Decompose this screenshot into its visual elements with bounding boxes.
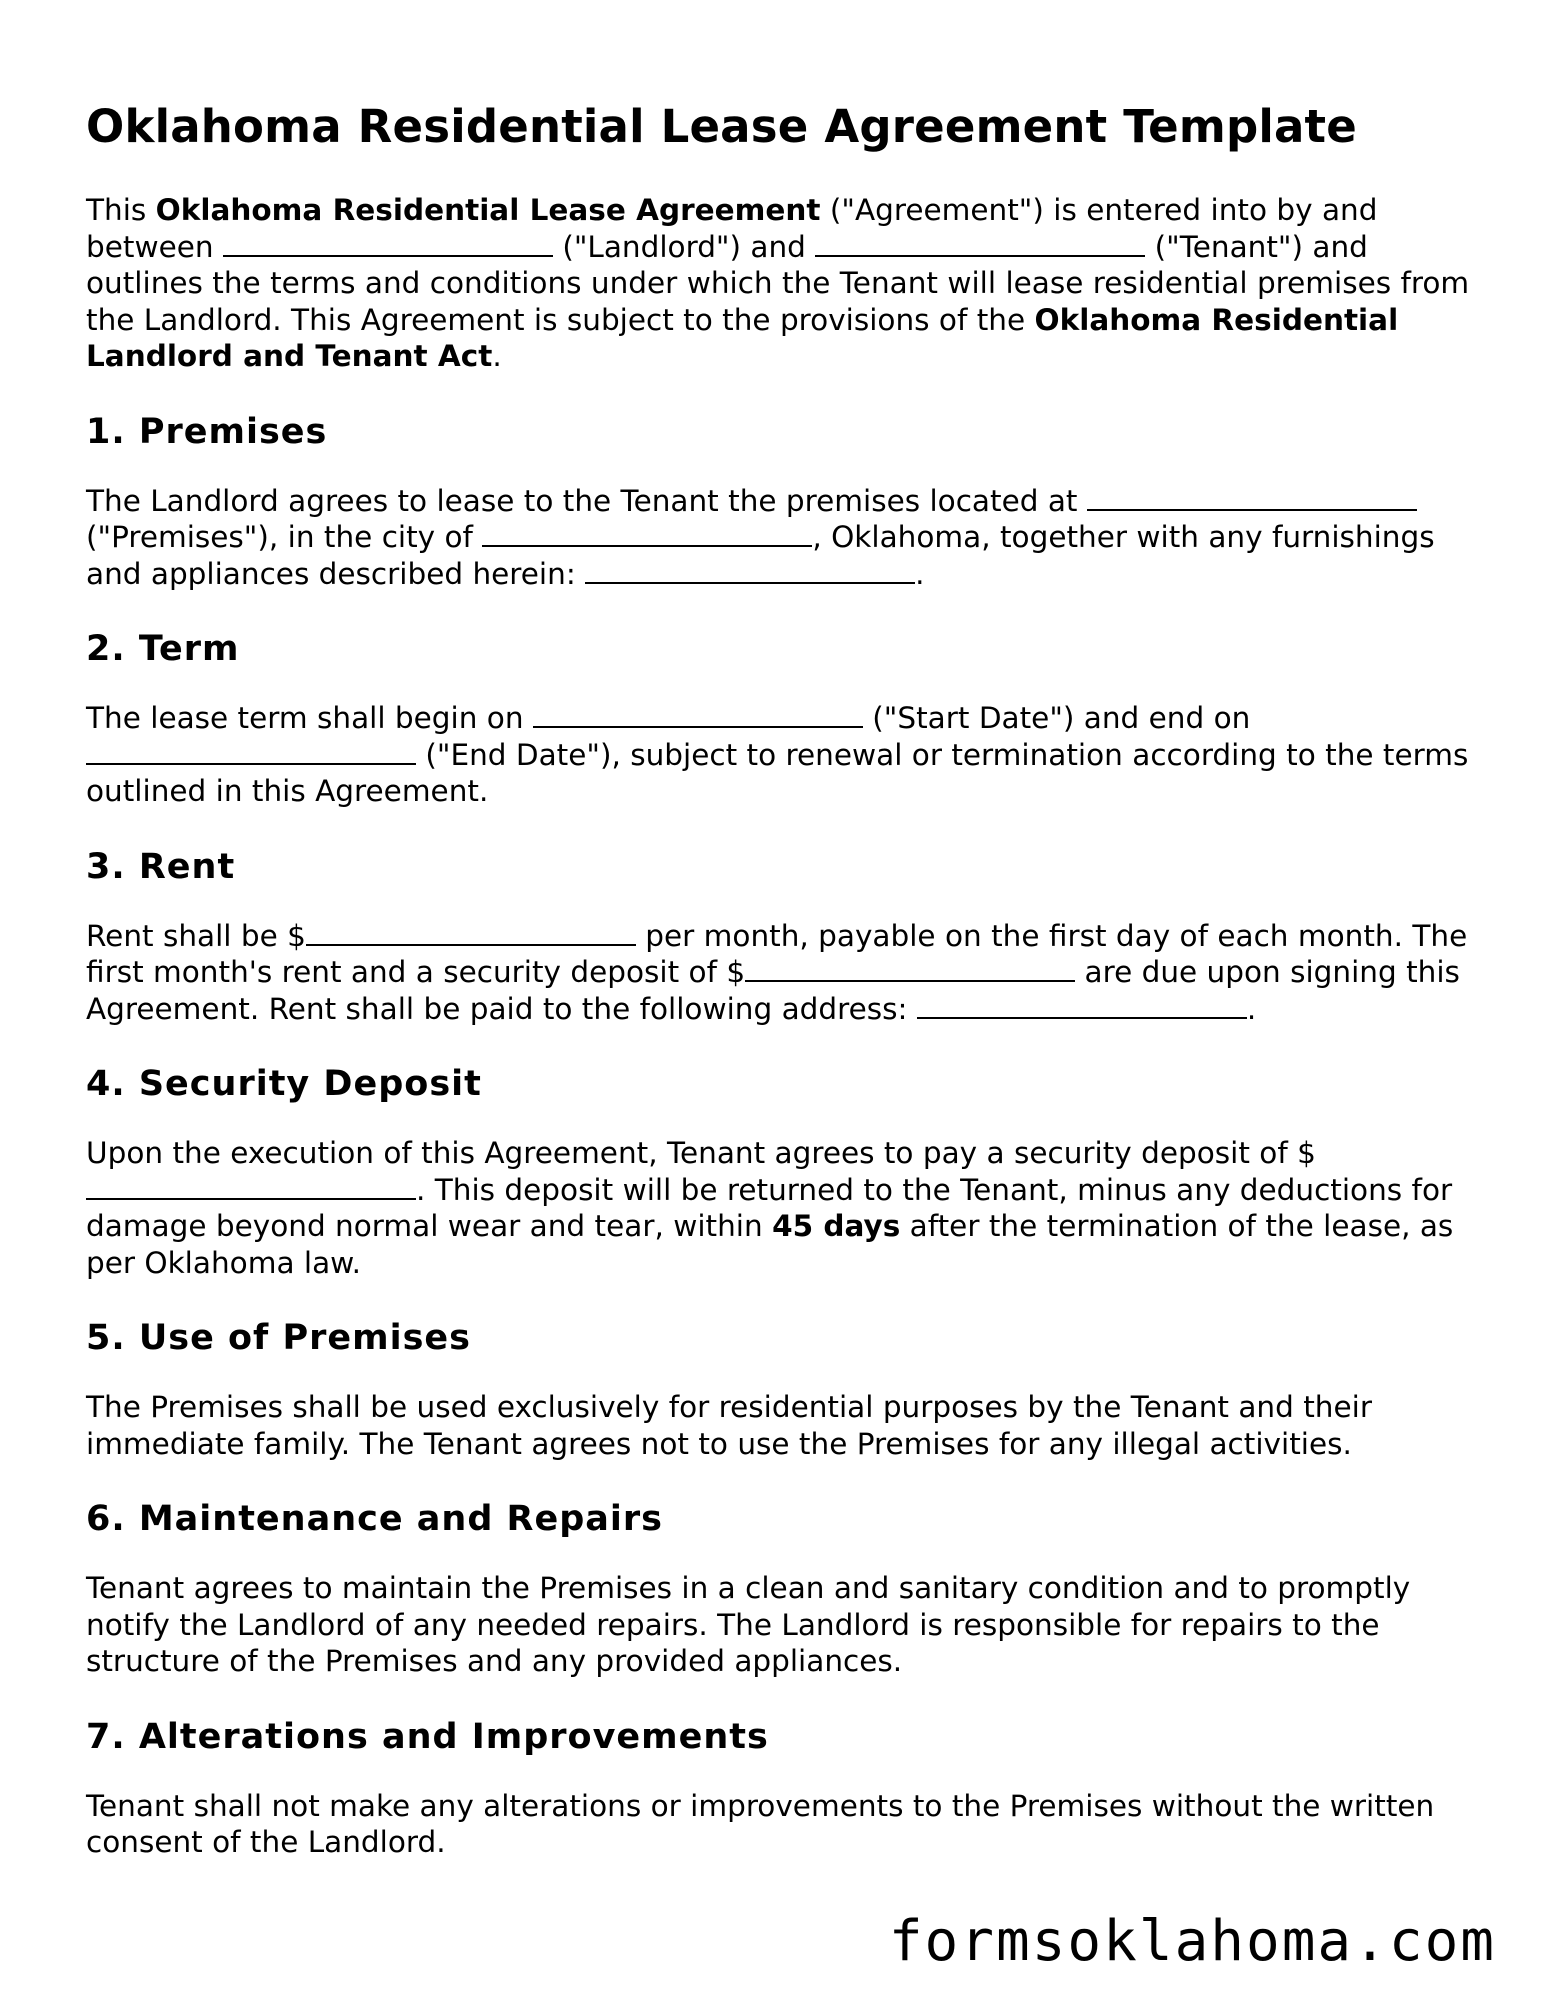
start-date-blank[interactable] xyxy=(533,702,863,728)
section-heading-use: 5. Use of Premises xyxy=(86,1318,471,1358)
section-heading-rent: 3. Rent xyxy=(86,846,236,887)
end-date-blank[interactable] xyxy=(86,739,416,765)
section-text-alterations: Tenant shall not make any alterations or improvements to the Premises without the written consent of the Landlord. xyxy=(86,1788,1435,1859)
document-page xyxy=(86,100,1486,1897)
landlord-blank[interactable] xyxy=(223,231,553,257)
section-text-use: The Premises shall be used exclusively for residential purposes by the Tenant and their immediate family. The Tenant agrees not to use the Premises for any illegal activities. xyxy=(86,1390,1372,1461)
furnishings-blank[interactable] xyxy=(585,558,915,584)
section-heading-deposit: 4. Security Deposit xyxy=(86,1064,482,1104)
section-heading-maintenance: 6. Maintenance and Repairs xyxy=(86,1499,664,1539)
section-text-premises: The Landlord agrees to lease to the Tenant the premises located at ("Premises"), in the city of , Oklahoma, together with any furnishings and appliances described herein: . xyxy=(86,483,1435,591)
premises-address-blank[interactable] xyxy=(1087,485,1417,511)
city-blank[interactable] xyxy=(482,521,812,547)
section-text-deposit: Upon the execution of this Agreement, Tenant agrees to pay a security deposit of $. This deposit will be returned to the Tenant, minus any deductions for damage beyond normal wear and tear, within 45 days after the termination of the lease, as per Oklahoma law. xyxy=(86,1136,1454,1280)
section-heading-term: 2. Term xyxy=(86,629,240,669)
site-watermark: formsoklahoma.com xyxy=(888,1909,1496,1974)
rent-deposit-blank[interactable] xyxy=(745,956,1075,982)
rent-amount-blank[interactable] xyxy=(306,920,636,946)
section-text-maintenance: Tenant agrees to maintain the Premises in a clean and sanitary condition and to promptly notify the Landlord of any needed repairs. The Landlord is responsible for repairs to the structure of the Premises and any provided appliances. xyxy=(86,1571,1411,1678)
tenant-blank[interactable] xyxy=(815,231,1145,257)
section-text-rent: Rent shall be $ per month, payable on the first day of each month. The first month's rent and a security deposit of $ are due upon signing this Agreement. Rent shall be paid to the following address: . xyxy=(86,918,1468,1026)
section-heading-premises: 1. Premises xyxy=(86,411,328,452)
document-title: Oklahoma Residential Lease Agreement Template xyxy=(86,100,1357,153)
section-text-term: The lease term shall begin on ("Start Date") and end on ("End Date"), subject to renewal or termination according to the terms outlined in this Agreement. xyxy=(86,701,1469,808)
deposit-amount-blank[interactable] xyxy=(86,1174,416,1200)
section-heading-alterations: 7. Alterations and Improvements xyxy=(86,1716,769,1757)
intro-paragraph: This Oklahoma Residential Lease Agreement ("Agreement") is entered into by and between ("Landlord") and ("Tenant") and outlines the terms and conditions under which the Tenant will lease residential premises from the Landlord. This Agreement is subject to the provisions of the Oklahoma Residential Landlord and Tenant Act. xyxy=(86,193,1470,373)
payment-address-blank[interactable] xyxy=(917,993,1247,1019)
